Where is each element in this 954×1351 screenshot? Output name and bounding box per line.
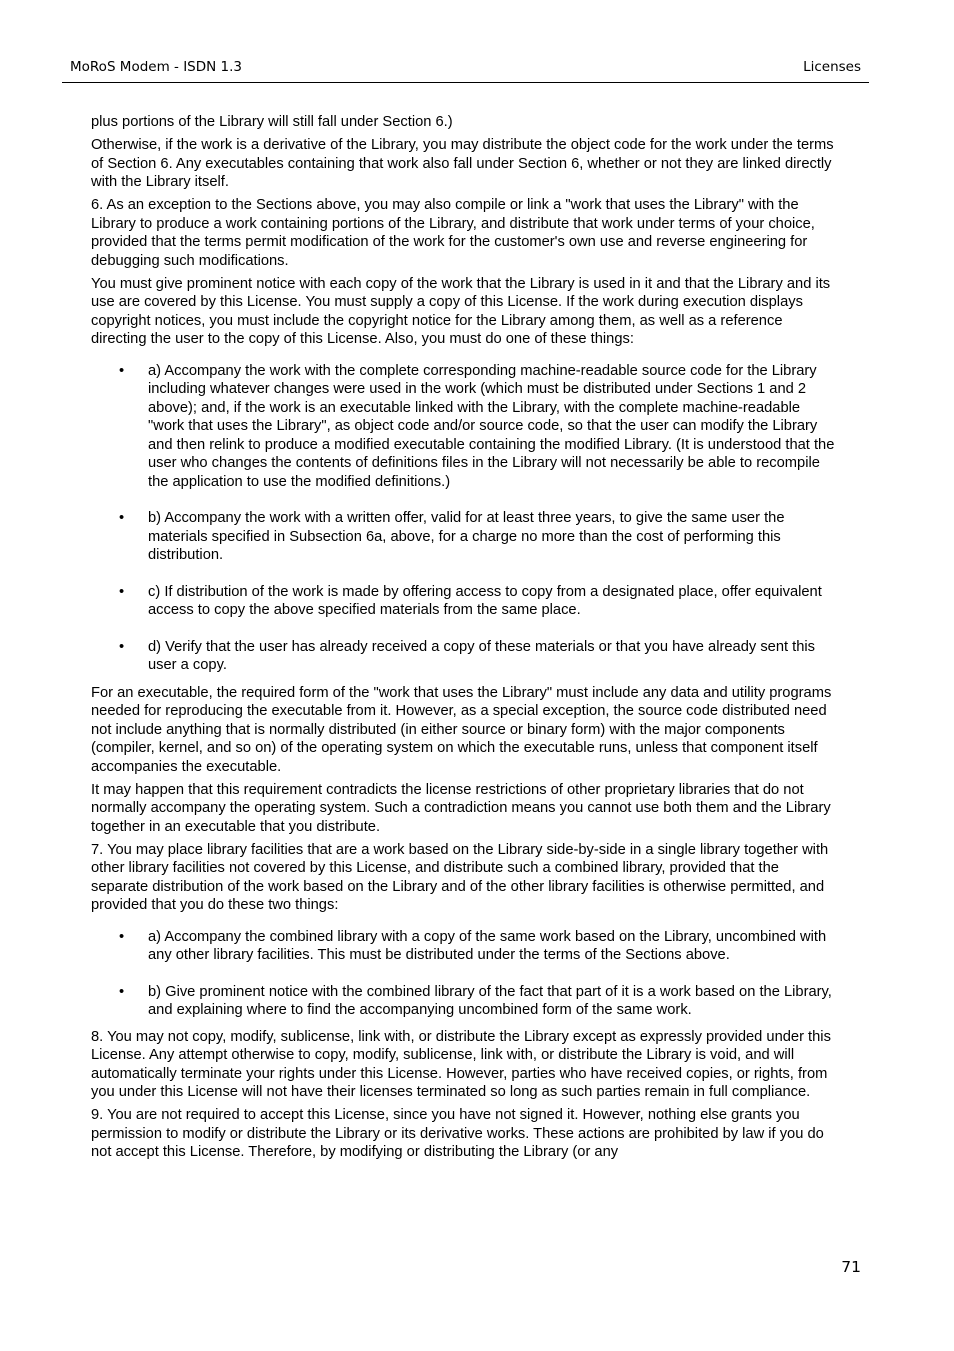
list-item-text: a) Accompany the work with the complete corresponding machine-readable source code for the Library including whatever changes were used in the work (which must be distributed under Sections 1 and 2 above); and, if the work is an executable linked with the Library, with the complete machine-readable "work that uses the Library", as object code and/or source code, so that the user can modify the Library and then relink to produce a modified executable containing the modified Library. (It is understood that the user who changes the contents of definitions files in the Library will not necessarily be able to recompile the application to use the modified definitions.): [148, 362, 835, 490]
list-item: [91, 983, 839, 1020]
paragraph: 6. As an exception to the Sections above, you may also compile or link a "work that uses the Library" with the Library to produce a work containing portions of the Library, and distribute that work under terms of your choice, provided that the terms permit modification of the work for the customer's own use and reverse engineering for debugging such modifications.: [91, 197, 815, 269]
paragraph: For an executable, the required form of the "work that uses the Library" must include any data and utility programs needed for reproducing the executable from it. However, as a special exception, the source code distributed need not include anything that is normally distributed (in either source or binary form) with the major components (compiler, kernel, and so on) of the operating system on which the executable runs, unless that component itself accompanies the executable.: [91, 684, 832, 775]
paragraph: 7. You may place library facilities that are a work based on the Library side-by-side in a single library together with other library facilities not covered by this License, and distribute such a combined library, provided that the separate distribution of the work based on the Library and of the other library facilities is otherwise permitted, and provided that you do these two things:: [91, 841, 829, 913]
bullet-list: [91, 362, 839, 675]
paragraph: Otherwise, if the work is a derivative of the Library, you may distribute the object code for the work under the terms of Section 6. Any executables containing that work also fall under Section 6, whether or not they are linked directly with the Library itself.: [91, 137, 834, 190]
bullet-icon: •: [119, 510, 125, 526]
paragraph: 9. You are not required to accept this License, since you have not signed it. However, nothing else grants you permission to modify or distribute the Library or its derivative works. These actions are prohibited by law if you do not accept this License. Therefore, by modifying or distributing the Library (or any: [91, 1107, 824, 1160]
list-item-text: a) Accompany the combined library with a copy of the same work based on the Library, uncombined with any other library facilities. This must be distributed under the terms of the Sections above.: [148, 928, 827, 963]
paragraph: It may happen that this requirement contradicts the license restrictions of other proprietary libraries that do not normally accompany the operating system. Such a contradiction means you cannot use both them and the Library together in an executable that you distribute.: [91, 781, 831, 835]
paragraph: You must give prominent notice with each copy of the work that the Library is used in it and that the Library and its use are covered by this License. You must supply a copy of this License. If the work during execution displays copyright notices, you must include the copyright notice for the Library among them, as well as a reference directing the user to the copy of this License. Also, you must do one of these things:: [91, 275, 831, 347]
list-item-text: b) Accompany the work with a written offer, valid for at least three years, to give the same user the materials specified in Subsection 6a, above, for a charge no more than the cost of performing this distribution.: [148, 510, 785, 563]
page-body: [91, 113, 839, 1166]
document-title: MoRoS Modem - ISDN 1.3: [70, 59, 242, 75]
bullet-icon: •: [119, 362, 125, 379]
paragraph: 8. You may not copy, modify, sublicense, link with, or distribute the Library except as expressly provided under this License. Any attempt otherwise to copy, modify, sublicense, link with, or distribute the Library is void, and will automatically terminate your rights under this License. However, parties who have received copies, or rights, from you under this License will not have their licenses terminated so long as such parties remain in full compliance.: [91, 1028, 831, 1100]
list-item: [91, 583, 839, 620]
bullet-icon: •: [119, 638, 125, 655]
list-item: [91, 509, 839, 565]
list-item-text: d) Verify that the user has already received a copy of these materials or that you have already sent this user a copy.: [148, 638, 816, 673]
list-item-text: b) Give prominent notice with the combined library of the fact that part of it is a work based on the Library, and explaining where to find the accompanying uncombined form of the same work.: [148, 983, 832, 1018]
page-number: 71: [841, 1258, 861, 1276]
bullet-icon: •: [119, 583, 125, 600]
bullet-icon: •: [119, 983, 125, 1000]
list-item: [91, 638, 839, 675]
list-item: [91, 928, 839, 965]
section-title: Licenses: [803, 59, 861, 75]
paragraph: plus portions of the Library will still fall under Section 6.): [91, 114, 453, 130]
bullet-icon: •: [119, 928, 125, 945]
list-item-text: c) If distribution of the work is made by offering access to copy from a designated place, offer equivalent access to copy the above specified materials from the same place.: [148, 583, 822, 618]
bullet-list: [91, 928, 839, 1020]
list-item: [91, 362, 839, 492]
page-header: [62, 57, 869, 83]
